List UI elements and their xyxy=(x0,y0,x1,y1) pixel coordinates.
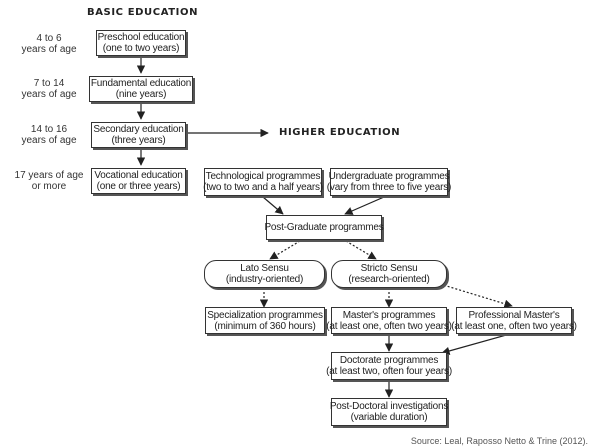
arrow-professional-doctorate xyxy=(442,334,510,353)
age-line-1: 7 to 14 xyxy=(33,78,65,89)
box-subtitle: (two to two and a half years) xyxy=(203,182,323,193)
box-subtitle: (industry-oriented) xyxy=(225,274,304,285)
arrow-postgraduate-lato xyxy=(270,241,300,259)
box-title: Stricto Sensu xyxy=(360,263,418,274)
box-title: Doctorate programmes xyxy=(339,355,439,366)
age-label-secondary xyxy=(10,124,88,146)
age-line-1: 4 to 6 xyxy=(36,33,62,44)
box-subtitle: (nine years) xyxy=(115,89,167,100)
box-subtitle: (at least one, often two years) xyxy=(451,320,577,332)
box-postgraduate xyxy=(266,215,382,240)
age-line-2: or more xyxy=(31,181,67,192)
age-line-2: years of age xyxy=(21,135,77,146)
box-title: Post-Doctoral investigations xyxy=(329,401,449,412)
box-title: Professional Master's xyxy=(468,309,560,321)
box-masters xyxy=(326,307,452,334)
box-title: Technological programmes xyxy=(205,171,321,182)
box-technological xyxy=(204,168,322,196)
age-line-2: years of age xyxy=(21,89,77,100)
box-title: Fundamental education xyxy=(90,78,192,89)
box-doctorate xyxy=(326,352,452,380)
age-label-vocational xyxy=(6,170,92,192)
heading-basic-education: BASIC EDUCATION xyxy=(87,7,199,18)
age-line-2: years of age xyxy=(21,44,77,55)
box-professional-masters xyxy=(451,307,577,334)
box-undergraduate xyxy=(326,168,452,196)
box-title: Lato Sensu xyxy=(240,263,289,274)
age-line-1: 17 years of age xyxy=(14,170,84,181)
arrow-undergraduate-postgraduate xyxy=(345,197,384,214)
box-stricto-sensu xyxy=(331,260,447,288)
age-line-1: 14 to 16 xyxy=(30,124,68,135)
box-title: Undergraduate programmes xyxy=(328,171,450,182)
box-subtitle: (three years) xyxy=(111,135,166,146)
box-title: Post-Graduate programmes xyxy=(264,222,384,233)
box-subtitle: (minimum of 360 hours) xyxy=(214,320,316,332)
box-post-doctoral xyxy=(331,398,447,426)
box-subtitle: (at least two, often four years) xyxy=(326,366,452,377)
box-title: Specialization programmes xyxy=(207,309,323,321)
box-lato-sensu xyxy=(204,260,325,288)
box-secondary xyxy=(91,122,186,148)
age-label-preschool xyxy=(10,33,88,55)
box-title: Preschool education xyxy=(97,32,185,43)
arrow-stricto-professional xyxy=(440,284,512,306)
heading-higher-education: HIGHER EDUCATION xyxy=(279,127,401,138)
box-subtitle: (research-oriented) xyxy=(348,274,430,285)
box-title: Secondary education xyxy=(93,124,184,135)
box-subtitle: (one or three years) xyxy=(96,181,181,192)
box-title: Vocational education xyxy=(94,170,183,181)
box-preschool xyxy=(96,30,186,56)
box-subtitle: (at least one, often two years) xyxy=(326,320,452,332)
box-subtitle: (one to two years) xyxy=(102,43,180,54)
arrow-postgraduate-stricto xyxy=(346,241,376,259)
box-vocational xyxy=(91,168,186,194)
box-fundamental xyxy=(89,76,193,102)
age-label-fundamental xyxy=(10,78,88,100)
box-title: Master's programmes xyxy=(342,309,436,321)
arrow-technological-postgraduate xyxy=(263,197,283,214)
source-note: Source: Leal, Raposso Netto & Trine (2012). xyxy=(410,436,588,446)
box-subtitle: (variable duration) xyxy=(350,412,428,423)
box-specialization xyxy=(205,307,325,334)
box-subtitle: (vary from three to five years) xyxy=(326,182,452,193)
